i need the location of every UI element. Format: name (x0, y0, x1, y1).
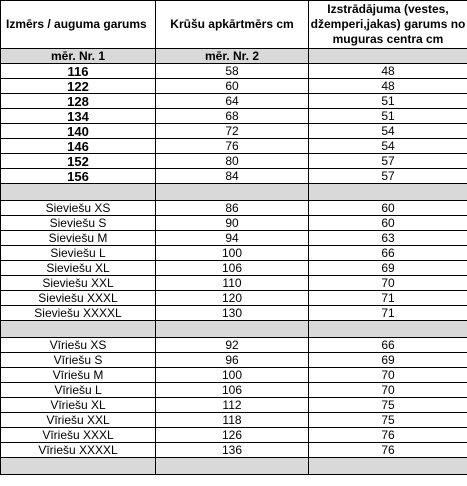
table-row (1, 276, 467, 291)
header-chest: Krūšu apkārtmērs cm (156, 1, 309, 49)
chest-cell: 106 (156, 383, 309, 398)
size-cell: 134 (1, 109, 156, 124)
table-row (1, 246, 467, 261)
size-cell: Sieviešu XS (1, 201, 156, 216)
length-cell: 69 (309, 353, 467, 368)
length-cell: 76 (309, 443, 467, 458)
chest-cell: 60 (156, 79, 309, 94)
chest-cell: 100 (156, 368, 309, 383)
chest-cell: 64 (156, 94, 309, 109)
length-cell: 60 (309, 216, 467, 231)
length-cell: 70 (309, 368, 467, 383)
section-separator (1, 321, 467, 338)
length-cell: 54 (309, 124, 467, 139)
table-row (1, 398, 467, 413)
chest-cell: 94 (156, 231, 309, 246)
separator-cell (1, 458, 156, 475)
length-cell: 54 (309, 139, 467, 154)
separator-cell (1, 184, 156, 201)
length-cell: 69 (309, 261, 467, 276)
length-cell: 51 (309, 109, 467, 124)
section-separator (1, 184, 467, 201)
chest-cell: 100 (156, 246, 309, 261)
size-cell: Vīriešu S (1, 353, 156, 368)
chest-cell: 112 (156, 398, 309, 413)
size-cell: Sieviešu M (1, 231, 156, 246)
size-cell: 116 (1, 64, 156, 79)
size-cell: Sieviešu XXL (1, 276, 156, 291)
separator-cell (156, 458, 309, 475)
table-row (1, 306, 467, 321)
table-row (1, 338, 467, 353)
table-row (1, 261, 467, 276)
table-row (1, 443, 467, 458)
chest-cell: 58 (156, 64, 309, 79)
size-cell: Sieviešu XXXL (1, 291, 156, 306)
size-cell: Sieviešu L (1, 246, 156, 261)
table-row (1, 368, 467, 383)
size-cell: Sieviešu XL (1, 261, 156, 276)
size-cell: 146 (1, 139, 156, 154)
separator-cell (309, 321, 467, 338)
chest-cell: 80 (156, 154, 309, 169)
measurement-number-row (1, 49, 467, 64)
size-cell: Vīriešu L (1, 383, 156, 398)
measurement-number-3 (309, 49, 467, 64)
size-cell: Sieviešu XXXXL (1, 306, 156, 321)
size-cell: Vīriešu M (1, 368, 156, 383)
length-cell: 70 (309, 383, 467, 398)
separator-cell (156, 184, 309, 201)
length-cell: 51 (309, 94, 467, 109)
length-cell: 60 (309, 201, 467, 216)
header-length: Izstrādājuma (vestes, džemperi,jakas) garums no muguras centra cm (309, 1, 467, 49)
length-cell: 57 (309, 154, 467, 169)
header-row (1, 1, 467, 49)
table-row (1, 216, 467, 231)
table-row (1, 124, 467, 139)
length-cell: 48 (309, 79, 467, 94)
length-cell: 70 (309, 276, 467, 291)
table-row (1, 139, 467, 154)
chest-cell: 92 (156, 338, 309, 353)
table-row (1, 413, 467, 428)
chest-cell: 136 (156, 443, 309, 458)
length-cell: 75 (309, 413, 467, 428)
size-cell: Vīriešu XS (1, 338, 156, 353)
table-row (1, 291, 467, 306)
table-row (1, 79, 467, 94)
length-cell: 66 (309, 246, 467, 261)
length-cell: 71 (309, 306, 467, 321)
chest-cell: 130 (156, 306, 309, 321)
section-separator (1, 458, 467, 475)
length-cell: 71 (309, 291, 467, 306)
size-cell: Sieviešu S (1, 216, 156, 231)
length-cell: 57 (309, 169, 467, 184)
table-row (1, 353, 467, 368)
measurement-number-2: mēr. Nr. 2 (156, 49, 309, 64)
separator-cell (309, 184, 467, 201)
table-row (1, 428, 467, 443)
chest-cell: 118 (156, 413, 309, 428)
size-cell: Vīriešu XXXXL (1, 443, 156, 458)
chest-cell: 110 (156, 276, 309, 291)
length-cell: 48 (309, 64, 467, 79)
chest-cell: 76 (156, 139, 309, 154)
chest-cell: 90 (156, 216, 309, 231)
length-cell: 63 (309, 231, 467, 246)
separator-cell (1, 321, 156, 338)
chest-cell: 106 (156, 261, 309, 276)
length-cell: 66 (309, 338, 467, 353)
chest-cell: 84 (156, 169, 309, 184)
length-cell: 76 (309, 428, 467, 443)
table-row (1, 154, 467, 169)
table-row (1, 383, 467, 398)
chest-cell: 68 (156, 109, 309, 124)
table-row (1, 94, 467, 109)
chest-cell: 96 (156, 353, 309, 368)
size-cell: Vīriešu XL (1, 398, 156, 413)
measurement-number-1: mēr. Nr. 1 (1, 49, 156, 64)
chest-cell: 86 (156, 201, 309, 216)
size-cell: 156 (1, 169, 156, 184)
header-size: Izmērs / auguma garums (1, 1, 156, 49)
chest-cell: 72 (156, 124, 309, 139)
size-cell: 128 (1, 94, 156, 109)
table-row (1, 201, 467, 216)
table-row (1, 169, 467, 184)
size-cell: Vīriešu XXL (1, 413, 156, 428)
separator-cell (309, 458, 467, 475)
size-cell: 152 (1, 154, 156, 169)
size-cell: 122 (1, 79, 156, 94)
size-cell: 140 (1, 124, 156, 139)
length-cell: 75 (309, 398, 467, 413)
table-row (1, 64, 467, 79)
chest-cell: 126 (156, 428, 309, 443)
table-row (1, 109, 467, 124)
table-row (1, 231, 467, 246)
size-cell: Vīriešu XXXL (1, 428, 156, 443)
separator-cell (156, 321, 309, 338)
chest-cell: 120 (156, 291, 309, 306)
